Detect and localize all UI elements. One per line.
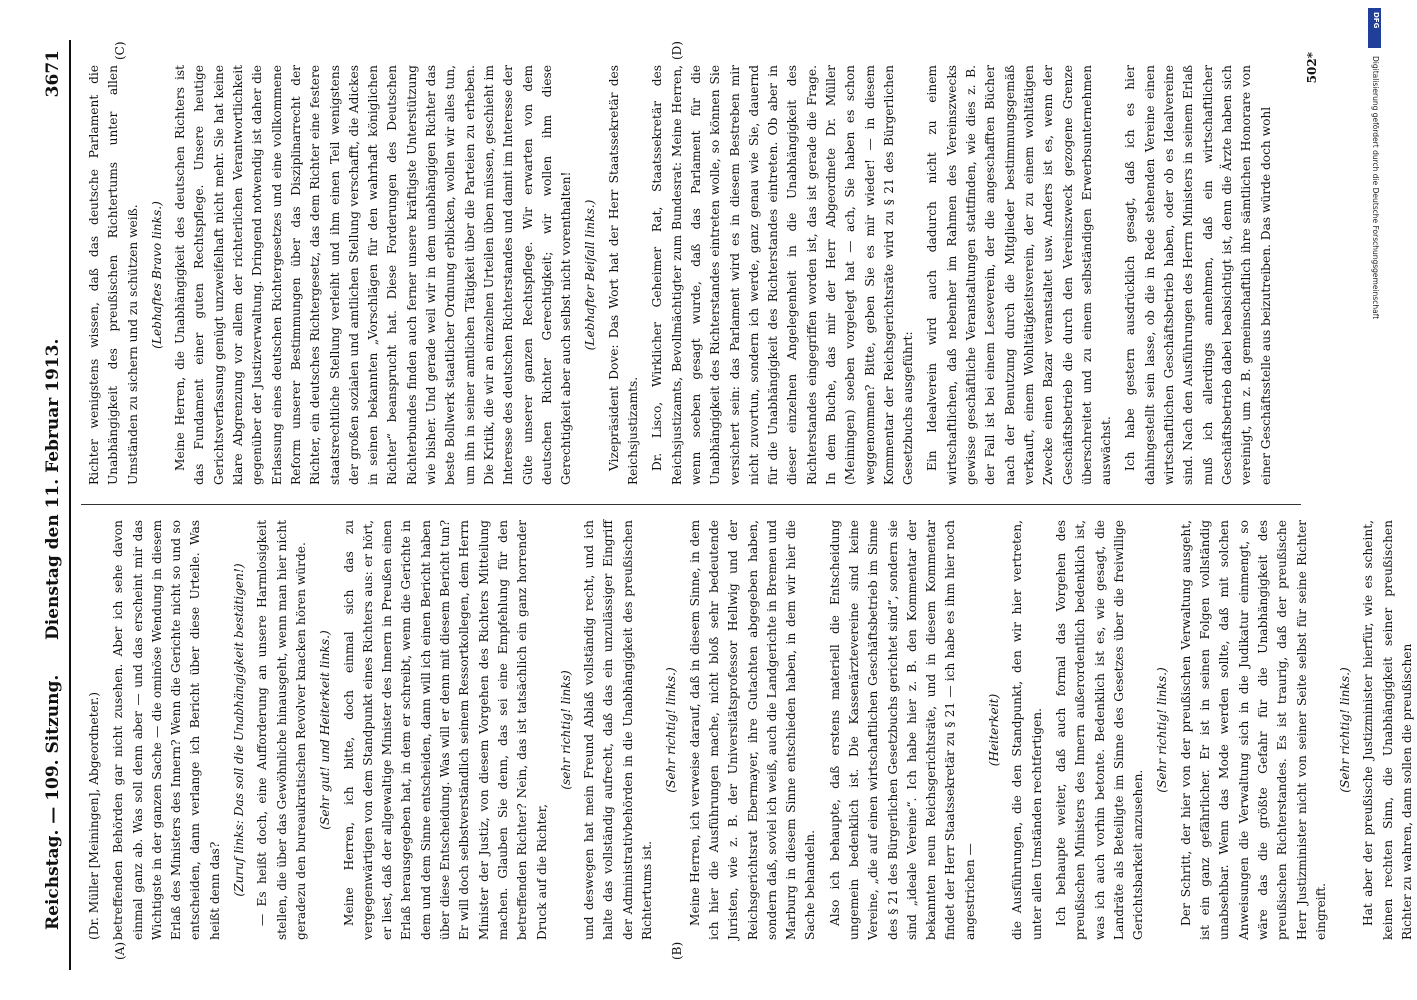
header-date: Dienstag den 11. Februar 1913. bbox=[43, 338, 63, 640]
column-divider bbox=[81, 504, 1301, 505]
margin-marker-a: (A) bbox=[113, 941, 127, 960]
page-header bbox=[35, 40, 71, 970]
margin-marker-d: (D) bbox=[670, 41, 684, 60]
digitization-sidebar bbox=[1368, 8, 1380, 993]
stage-direction: (Sehr richtig! links.) bbox=[664, 667, 679, 793]
stage-direction: (Lebhafter Beifall links.) bbox=[583, 199, 598, 351]
digitization-note: Digitalisierung gefördert durch die Deutsche Forschungsgemeinschaft bbox=[1371, 56, 1380, 320]
paragraph: Richter wenigstens wissen, daß das deutsche Parlament die Unabhängigkeit des preußischen Richtertums unter allen Umständen zu sichern und zu schützen weiß. bbox=[87, 65, 140, 485]
dfg-logo-text: DFG bbox=[1372, 12, 1380, 29]
margin-marker-b: (B) bbox=[670, 941, 684, 960]
paragraph: Ich behaupte weiter, daß auch formal das Vorgehen des preußischen Ministers des Innern außerordentlich bedenklich ist, was ich auch vorhin betonte. Bedenklich ist es, wie gesagt, die Landräte als Beteiligte im Sinne des Gesetzes über die freiwillige Gerichtsbarkeit anzusehen. bbox=[1053, 520, 1146, 940]
paragraph: Also ich behaupte, daß erstens materiell die Entscheidung ungemein bedenklich ist. Die Kassenärztevereine sind keine Vereine, „die auf einen wirtschaftlichen Geschäftsbetrieb im Sinne des § 21 des Bürgerlichen Gesetzbuchs gerichtet sind“, sondern sie sind „ideale Vereine“. Ich habe hier z. B. den Kommentar der bekannten neun Reichsgerichtsräte, und in diesem Kommentar findet der Herr Staatssekretär zu § 21 — ich habe es ihm hier noch angestrichen — bbox=[827, 520, 977, 940]
text-column-left bbox=[85, 520, 1414, 940]
page-number: 3671 bbox=[43, 50, 63, 98]
margin-marker-c: (C) bbox=[113, 41, 127, 60]
paragraph: die Ausführungen, die den Standpunkt, den wir hier vertreten, unter allen Umständen rechtfertigen. bbox=[1010, 520, 1044, 940]
paragraph: Meine Herren, ich verweise darauf, daß in diesem Sinne, in dem ich hier die Ausführungen mache, nicht bloß sehr bedeutende Juristen, wie z. B. der Universitätsprofessor Hellwig und der Reichsgerichtsrat Ebermayer, ihre Gutachten abgegeben haben, sondern daß, soviel ich weiß, auch die Landgerichte in Bremen und Marburg in diesem Sinne entschieden haben, in dem wir hier die Sache behandeln. bbox=[687, 520, 818, 940]
stage-direction: (Sehr gut! und Heiterkeit links.) bbox=[318, 630, 333, 830]
paragraph: (Dr. Müller [Meiningen], Abgeordneter.) bbox=[87, 692, 101, 940]
paragraph: betreffenden Behörden gar nicht zusehen. Aber ich sehe davon einmal ganz ab. Was soll denn aber — und das erscheint mir das Wichtigste in der ganzen Sache — die ominöse Wendung in diesem Erlaß des Ministers des Innern? Wenn die Gerichte nicht so und so entscheiden, dann verlange ich Bericht über diese Urteile. Was heißt denn das? bbox=[111, 520, 222, 940]
stage-direction: (sehr richtig! links) bbox=[558, 670, 573, 790]
paragraph: Dr. Lisco, Wirklicher Geheimer Rat, Staatssekretär des Reichsjustizamts, Bevollmächtigter zum Bundesrat: Meine Herren, wenn soeben gesagt wurde, daß das Parlament für die Unabhängigkeit des Richterstandes eintreten wolle, so können Sie versichert sein: das Parlament wird es in diesem Bestreben mir nicht zuvortun, sondern ich werde, ganz genau wie Sie, dauernd für die Unabhängigkeit des Richterstandes eintreten. Ob aber in dieser einzelnen Angelegenheit in die Unabhängigkeit des Richterstandes eingegriffen worden ist, das ist gerade die Frage. In dem Buche, das mir der Herr Abgeordnete Dr. Müller (Meiningen) soeben vorgelegt hat — ach, Sie haben es schon weggenommen? Bitte, geben Sie es mir wieder! — in diesem Kommentar der Reichsgerichtsräte wird zu § 21 des Bürgerlichen Gesetzbuchs ausgeführt: bbox=[650, 65, 916, 485]
stage-direction: (Lebhaftes Bravo links.) bbox=[149, 201, 164, 349]
paragraph: Der Schritt, der hier von der preußischen Verwaltung ausgeht, ist ein ganz gefährlicher. Er ist in seinen Folgen vollständig unabsehbar. Wenn das Mode werden sollte, daß mit solchen Anweisungen die Verwaltung sich in die Judikatur einmengt, so wäre das die größte Gefahr für die Unabhängigkeit des preußischen Richterstandes. Es ist traurig, daß der preußische Herr Justizminister nicht von seiner Seite selbst für seine Richter eingreift. bbox=[1178, 520, 1328, 940]
paragraph: Meine Herren, ich bitte, doch einmal sich das zu vergegenwärtigen von dem Standpunkt eines Richters aus: er hört, er liest, daß der allgewaltige Minister des Innern in Preußen einen Erlaß herausgegeben hat, in dem er schreibt, wenn die Gerichte in dem und dem Sinne entscheiden, dann will ich einen Bericht haben über diese Entscheidung. Was will er denn mit diesem Bericht tun? Er will doch selbstverständlich seinem Ressortkollegen, dem Herrn Minister der Justiz, von diesem Vorgehen des Richters Mitteilung machen. Glauben Sie denn, das sei eine Empfehlung für den betreffenden Richter? Nein, das ist tatsächlich ein ganz horrender Druck auf die Richter, bbox=[341, 520, 549, 940]
dfg-logo bbox=[1368, 8, 1381, 48]
header-left: Reichstag. — 109. Sitzung. bbox=[43, 674, 63, 930]
stage-direction: (Sehr richtig! links.) bbox=[1338, 667, 1353, 793]
paragraph: Ein Idealverein wird auch dadurch nicht zu einem wirtschaftlichen, daß nebenher im Rahmen des Vereinszwecks gewisse geschäftliche Veranstaltungen stattfinden, wie dies z. B. der Fall ist bei einem Leseverein, der die angeschafften Bücher nach der Benutzung durch die Mitglieder bestimmungsgemäß verkauft, einem Wohltätigkeitsverein, der zu einem wohltätigen Zwecke einen Bazar veranstaltet usw. Anders ist es, wenn der Geschäftsbetrieb die durch den Vereinszweck gezogene Grenze überschreitet und zu einem selbständigen Erwerbsunternehmen auswächst. bbox=[925, 65, 1114, 485]
paragraph: und deswegen hat mein Freund Ablaß vollständig recht, und ich halte das vollständig aufrecht, daß das ein unzulässiger Eingriff der Administrativbehörden in die Unabhängigkeit des preußischen Richtertums ist. bbox=[582, 520, 655, 940]
paragraph: — Es heißt doch, eine Aufforderung an unsere Harmlosigkeit stellen, die über das Gewöhnliche hinausgeht, wenn man hier nicht geradezu den bureaukratischen Revolver knacken hören würde. bbox=[255, 520, 308, 940]
paragraph: Hat aber der preußische Justizminister hierfür, wie es scheint, keinen rechten Sinn, die Unabhängigkeit seiner preußischen Richter zu wahren, dann sollen die preußischen bbox=[1361, 520, 1414, 940]
paragraph: Vizepräsident Dove: Das Wort hat der Herr Staatssekretär des Reichsjustizamts. bbox=[606, 65, 641, 485]
paragraph: Meine Herren, die Unabhängigkeit des deutschen Richters ist das Fundament einer guten Rechtspflege. Unsere heutige Gerichtsverfassung genügt unzweifelhaft nicht mehr. Sie hat keine klare Abgrenzung vor allem der richterlichen Verantwortlichkeit gegenüber der Justizverwaltung. Dringend notwendig ist daher die Erlassung eines deutschen Richtergesetzes und eine vollkommene Reform unserer Bestimmungen über das Disziplinarrecht der Richter, ein deutsches Richtergesetz, das dem Richter eine festere staatsrechtliche Stellung verleiht und ihm einen Teil wenigstens der großen sozialen und amtlichen Stellung verschafft, die Adickes in seinen bekannten „Vorschlägen für den wahrhaft königlichen Richter“ beansprucht hat. Diese Forderungen des Deutschen Richterbundes finden auch ferner unsere kräftigste Unterstützung wie bisher. Und gerade weil wir in dem unabhängigen Richter das beste Bollwerk staatlicher Ordnung erblicken, wollen wir alles tun, um ihn in seiner amtlichen Tätigkeit über die Parteien zu erheben. Die Kritik, die wir an einzelnen Urteilen üben müssen, geschieht im Interesse des deutschen Richterstandes und damit im Interesse der Güte unserer ganzen Rechtspflege. Wir erwarten von dem deutschen Richter Gerechtigkeit; wir wollen ihm diese Gerechtigkeit aber auch selbst nicht vorenthalten! bbox=[173, 65, 574, 485]
text-column-right bbox=[85, 65, 1305, 485]
stage-direction: (Heiterkeit) bbox=[987, 693, 1002, 767]
stage-direction: (Sehr richtig! links.) bbox=[1155, 667, 1170, 793]
stage-direction: (Zuruf links: Das soll die Unabhängigkeit bestätigen!) bbox=[232, 563, 247, 897]
signature-mark: 502* bbox=[1305, 52, 1319, 84]
paragraph: Ich habe gestern ausdrücklich gesagt, daß ich es hier dahingestellt sein lasse, ob die in Rede stehenden Vereine einen wirtschaftlichen Geschäftsbetrieb haben, oder ob es Idealvereine sind. Nach den Ausführungen des Herrn Ministers in seinem Erlaß muß ich allerdings annehmen, daß ein wirtschaftlicher Geschäftsbetrieb dabei beabsichtigt ist, denn die Ärzte haben sich vereinigt, um z. B. gemeinschaftlich ihre sämtlichen Honorare von einer Geschäftsstelle aus beizutreiben. Das würde doch wohl bbox=[1123, 65, 1273, 485]
